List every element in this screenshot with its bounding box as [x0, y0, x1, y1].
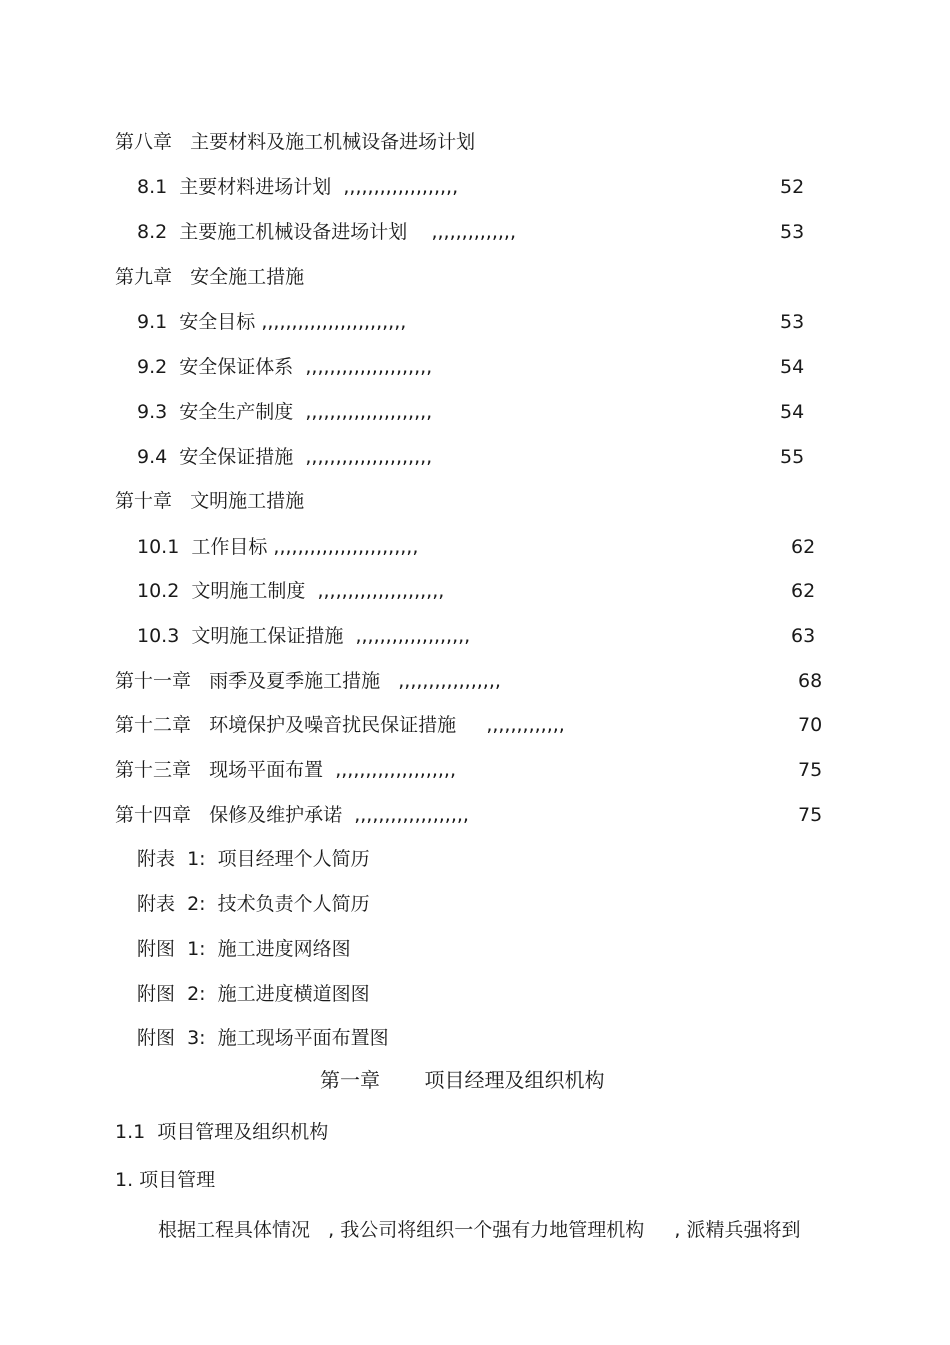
toc-appendix-figure-2: 附图 2: 施工进度横道图图: [137, 983, 370, 1005]
toc-chapter-12: 第十二章 环境保护及噪音扰民保证措施 ,,,,,,,,,,,,,: [115, 714, 565, 736]
toc-chapter-10: 第十章 文明施工措施: [115, 490, 305, 512]
toc-page-10-1: 62: [791, 536, 816, 558]
toc-appendix-table-2: 附表 2: 技术负责个人简历: [137, 893, 370, 915]
toc-entry-10-3: 10.3 文明施工保证措施 ,,,,,,,,,,,,,,,,,,,: [137, 625, 471, 647]
toc-chapter-9: 第九章 安全施工措施: [115, 266, 305, 288]
toc-page-8-2: 53: [780, 221, 805, 243]
toc-entry-10-2: 10.2 文明施工制度 ,,,,,,,,,,,,,,,,,,,,,: [137, 580, 445, 602]
toc-chapter-14: 第十四章 保修及维护承诺 ,,,,,,,,,,,,,,,,,,,: [115, 804, 469, 826]
toc-entry-10-1: 10.1 工作目标 ,,,,,,,,,,,,,,,,,,,,,,,,: [137, 536, 419, 558]
toc-appendix-figure-1: 附图 1: 施工进度网络图: [137, 938, 351, 960]
section-heading-1-1: 1.1 项目管理及组织机构: [115, 1121, 329, 1143]
section-heading-1: 1. 项目管理: [115, 1169, 216, 1191]
toc-appendix-figure-3: 附图 3: 施工现场平面布置图: [137, 1027, 389, 1049]
toc-entry-9-4: 9.4 安全保证措施 ,,,,,,,,,,,,,,,,,,,,,: [137, 446, 433, 468]
toc-page-9-4: 55: [780, 446, 805, 468]
toc-page-9-3: 54: [780, 401, 805, 423]
toc-entry-9-1: 9.1 安全目标 ,,,,,,,,,,,,,,,,,,,,,,,,: [137, 311, 407, 333]
toc-page-9-2: 54: [780, 356, 805, 378]
toc-entry-9-3: 9.3 安全生产制度 ,,,,,,,,,,,,,,,,,,,,,: [137, 401, 433, 423]
body-paragraph: 根据工程具体情况 , 我公司将组织一个强有力地管理机构 , 派精兵强将到: [158, 1219, 801, 1241]
toc-page-11: 68: [798, 670, 823, 692]
toc-page-8-1: 52: [780, 176, 805, 198]
toc-appendix-table-1: 附表 1: 项目经理个人简历: [137, 848, 370, 870]
toc-entry-8-2: 8.2 主要施工机械设备进场计划 ,,,,,,,,,,,,,,: [137, 221, 517, 243]
toc-page-13: 75: [798, 759, 823, 781]
toc-page-12: 70: [798, 714, 823, 736]
toc-page-14: 75: [798, 804, 823, 826]
toc-entry-9-2: 9.2 安全保证体系 ,,,,,,,,,,,,,,,,,,,,,: [137, 356, 433, 378]
toc-chapter-11: 第十一章 雨季及夏季施工措施 ,,,,,,,,,,,,,,,,,: [115, 670, 501, 692]
toc-entry-8-1: 8.1 主要材料进场计划 ,,,,,,,,,,,,,,,,,,,: [137, 176, 459, 198]
toc-page-9-1: 53: [780, 311, 805, 333]
toc-page-10-2: 62: [791, 580, 816, 602]
toc-page-10-3: 63: [791, 625, 816, 647]
toc-chapter-8: 第八章 主要材料及施工机械设备进场计划: [115, 131, 476, 153]
chapter-title: 第一章 项目经理及组织机构: [320, 1068, 605, 1092]
toc-chapter-13: 第十三章 现场平面布置 ,,,,,,,,,,,,,,,,,,,,: [115, 759, 456, 781]
